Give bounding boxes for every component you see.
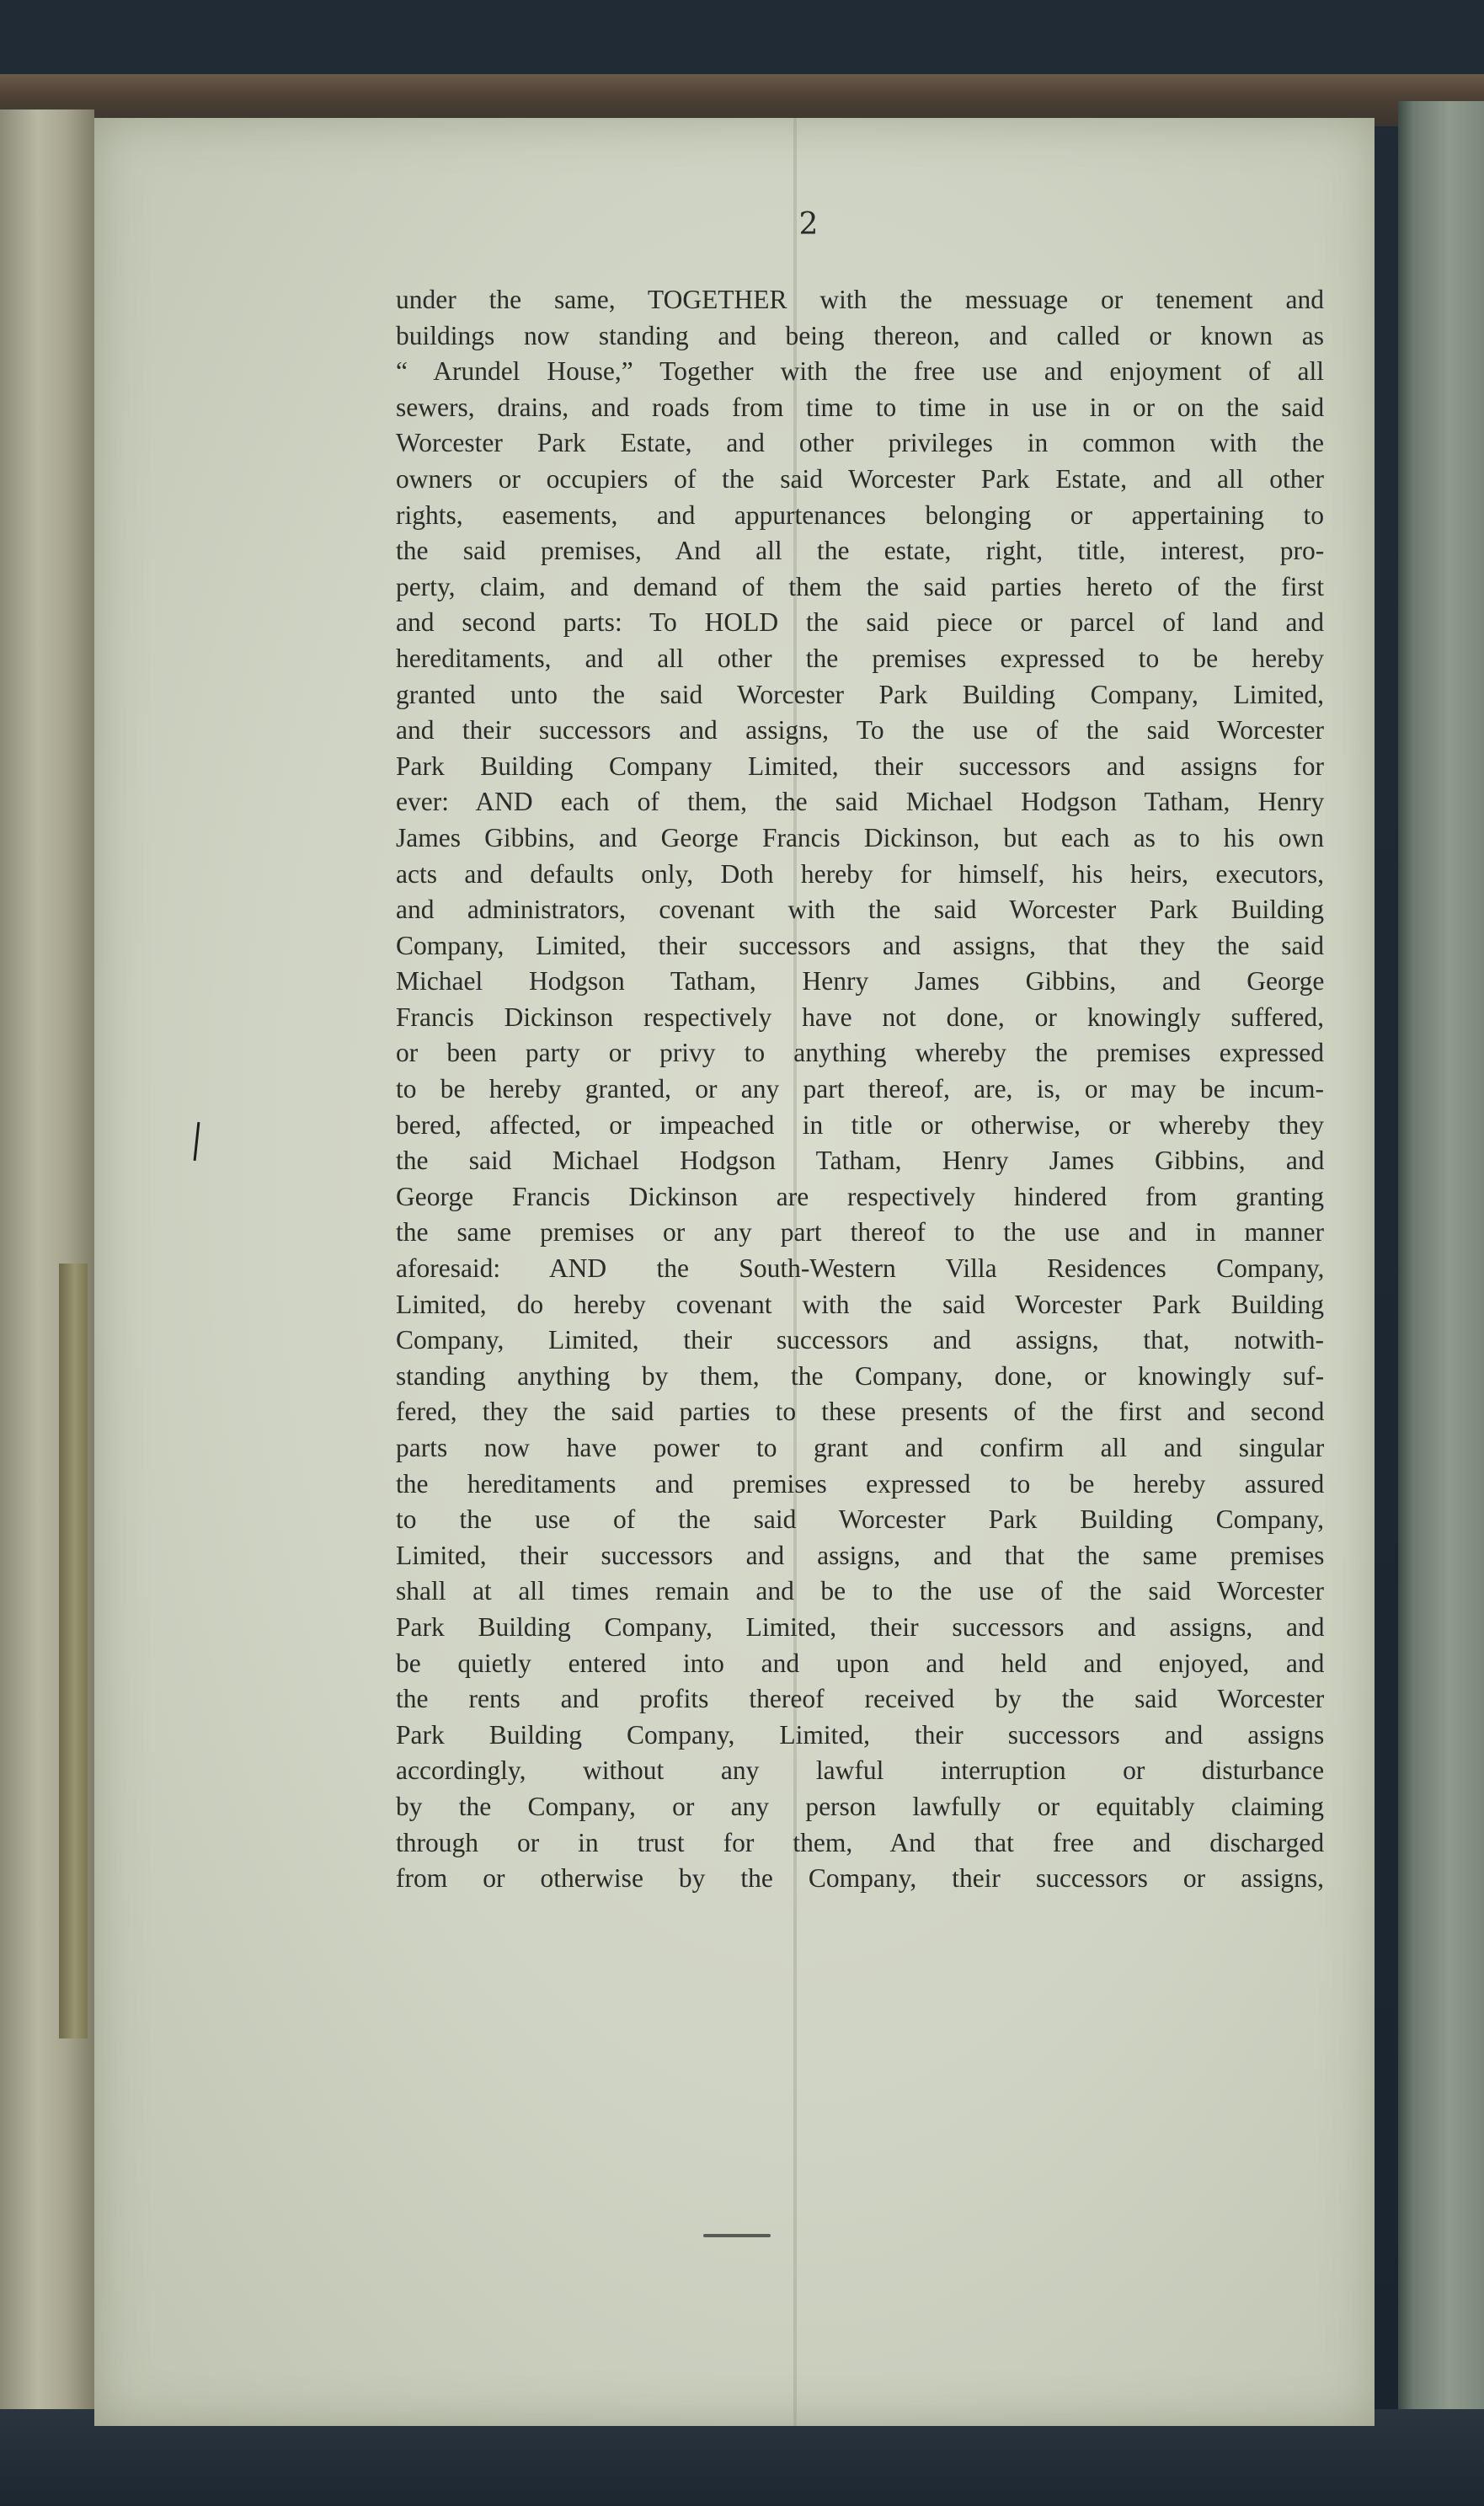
text-line: the rents and profits thereof received by the said Worcester	[396, 1684, 1325, 1714]
text-line: buildings now standing and being thereon, and called or known as	[396, 320, 1324, 350]
text-line: Company, Limited, their successors and assigns, that they the said	[396, 930, 1324, 960]
text-line: George Francis Dickinson are respectively hindered from granting	[396, 1181, 1324, 1211]
text-line: perty, claim, and demand of them the said parties hereto of the first	[396, 571, 1324, 601]
text-line: or been party or privy to anything whereby the premises expressed	[396, 1038, 1324, 1068]
text-line: standing anything by them, the Company, done, or knowingly suf-	[396, 1360, 1325, 1391]
text-line: and their successors and assigns, To the use of the said Worcester	[396, 715, 1324, 745]
text-line: James Gibbins, and George Francis Dickinson, but each as to his own	[396, 822, 1324, 852]
left-binding-strip	[59, 1264, 88, 2038]
text-line: Park Building Company Limited, their successors and assigns for	[396, 751, 1325, 781]
ink-dash-mark	[703, 2234, 771, 2237]
text-line: ever: AND each of them, the said Michael Hodgson Tatham, Henry	[396, 787, 1325, 817]
text-line: Park Building Company, Limited, their successors and assigns	[396, 1719, 1325, 1750]
text-line: Limited, do hereby covenant with the said Worcester Park Building	[396, 1289, 1324, 1319]
text-line: hereditaments, and all other the premises expressed to be hereby	[396, 643, 1324, 673]
text-line: the said premises, And all the estate, right, title, interest, pro-	[396, 536, 1325, 566]
text-line: by the Company, or any person lawfully or equitably claiming	[396, 1791, 1324, 1821]
text-line: bered, affected, or impeached in title or otherwise, or whereby they	[396, 1109, 1324, 1140]
text-line: Worcester Park Estate, and other privileges in common with the	[396, 428, 1324, 458]
text-line: through or in trust for them, And that free and discharged	[396, 1827, 1325, 1857]
text-line: and second parts: To HOLD the said piece or parcel of land and	[396, 607, 1324, 638]
body-text	[396, 282, 1324, 1897]
text-line: the same premises or any part thereof to the use and in manner	[396, 1217, 1324, 1248]
text-line: and administrators, covenant with the said Worcester Park Building	[396, 895, 1324, 925]
text-line: acts and defaults only, Doth hereby for himself, his heirs, executors,	[396, 858, 1324, 889]
text-line: sewers, drains, and roads from time to time in use in or on the said	[396, 392, 1325, 422]
page-number: 2	[798, 207, 819, 242]
text-line: Michael Hodgson Tatham, Henry James Gibbins, and George	[396, 966, 1325, 997]
text-line: Limited, their successors and assigns, and that the same premises	[396, 1540, 1325, 1570]
text-line: granted unto the said Worcester Park Building Company, Limited,	[396, 679, 1324, 709]
text-line: “ Arundel House,” Together with the free use and enjoyment of all	[396, 356, 1324, 387]
text-line: the hereditaments and premises expressed to be hereby assured	[396, 1468, 1325, 1499]
text-line: Company, Limited, their successors and assigns, that, notwith-	[396, 1325, 1324, 1355]
text-line: under the same, TOGETHER with the messuage or tenement and	[396, 285, 1324, 314]
right-page-edge	[1398, 101, 1484, 2426]
text-line: aforesaid: AND the South-Western Villa Residences Company,	[396, 1253, 1325, 1284]
text-line: the said Michael Hodgson Tatham, Henry James Gibbins, and	[396, 1146, 1325, 1176]
text-line: be quietly entered into and upon and held and enjoyed, and	[396, 1648, 1325, 1678]
text-line: from or otherwise by the Company, their successors or assigns,	[396, 1863, 1324, 1894]
text-line: Francis Dickinson respectively have not done, or knowingly suffered,	[396, 1002, 1324, 1032]
text-line: accordingly, without any lawful interruption or disturbance	[396, 1755, 1325, 1786]
text-line: to be hereby granted, or any part thereof, are, is, or may be incum-	[396, 1074, 1325, 1104]
text-line: shall at all times remain and be to the use of the said Worcester	[396, 1576, 1324, 1606]
text-line: rights, easements, and appurtenances belonging or appertaining to	[396, 500, 1324, 530]
text-line: to the use of the said Worcester Park Building Company,	[396, 1504, 1324, 1535]
text-line: owners or occupiers of the said Worcester Park Estate, and all other	[396, 463, 1324, 494]
text-line: parts now have power to grant and confirm all and singular	[396, 1433, 1325, 1462]
text-line: fered, they the said parties to these presents of the first and second	[396, 1397, 1325, 1427]
text-line: Park Building Company, Limited, their successors and assigns, and	[396, 1611, 1325, 1642]
